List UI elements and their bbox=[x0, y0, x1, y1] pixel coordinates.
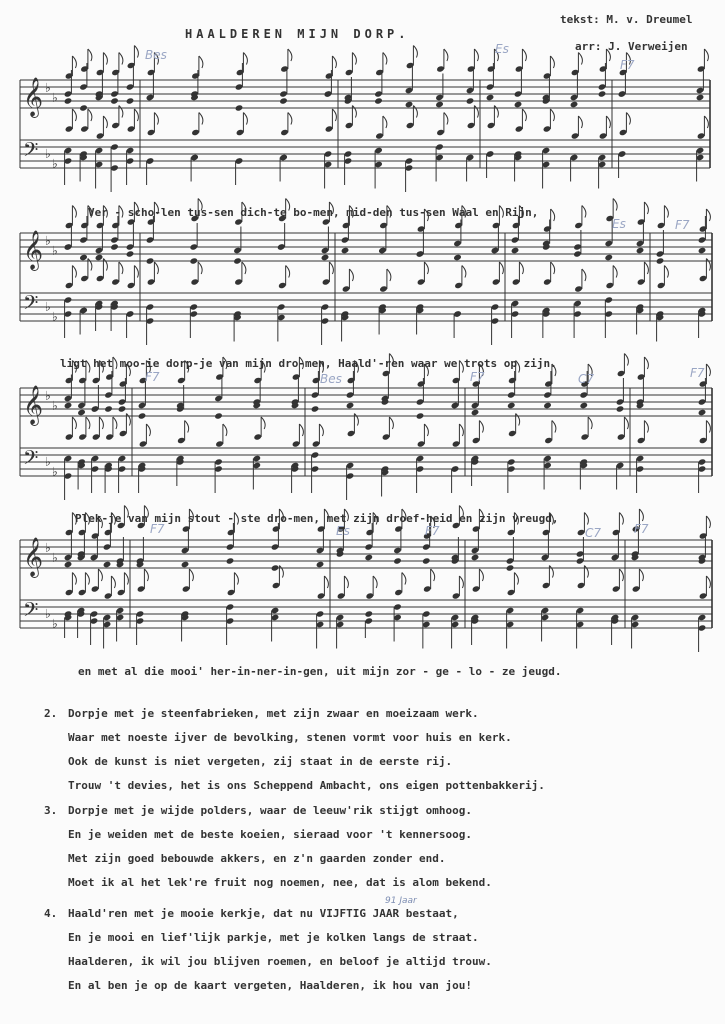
note-flag bbox=[479, 421, 483, 433]
note-flag bbox=[588, 417, 592, 429]
note-flag bbox=[288, 113, 292, 125]
note-flag bbox=[462, 266, 466, 278]
flat-icon: ♭ bbox=[51, 310, 59, 325]
note-flag bbox=[286, 266, 290, 278]
note-head bbox=[146, 257, 155, 264]
note-flag bbox=[516, 414, 520, 426]
note-head bbox=[507, 402, 516, 409]
note-flag bbox=[424, 424, 428, 436]
note-head bbox=[416, 412, 425, 419]
note-head bbox=[77, 409, 86, 416]
flat-icon: ♭ bbox=[51, 244, 59, 259]
note-flag bbox=[332, 56, 336, 68]
note-flag bbox=[85, 573, 89, 585]
note-flag bbox=[261, 417, 265, 429]
note-head bbox=[316, 561, 325, 568]
note-head bbox=[64, 97, 73, 104]
note-head bbox=[226, 557, 235, 564]
note-flag bbox=[389, 417, 393, 429]
verse-line: Met zijn goed bebouwde akkers, en z'n gaarden zonder end. bbox=[68, 852, 446, 865]
chord-annotation: F7 bbox=[620, 58, 635, 72]
note-head bbox=[235, 104, 244, 111]
note-flag bbox=[72, 573, 76, 585]
note-flag bbox=[134, 46, 138, 58]
note-flag bbox=[551, 209, 555, 221]
note-flag bbox=[288, 49, 292, 61]
note-flag bbox=[550, 109, 554, 121]
note-flag bbox=[522, 49, 526, 61]
note-flag bbox=[582, 206, 586, 218]
note-flag bbox=[111, 576, 115, 588]
note-head bbox=[364, 610, 373, 617]
note-flag bbox=[352, 106, 356, 118]
flat-icon: ♭ bbox=[51, 617, 59, 632]
chord-annotation: F7 bbox=[634, 522, 649, 536]
note-head bbox=[138, 412, 147, 419]
note-flag bbox=[626, 113, 630, 125]
note-head bbox=[636, 247, 645, 254]
note-flag bbox=[402, 573, 406, 585]
note-flag bbox=[144, 569, 148, 581]
note-head bbox=[422, 557, 431, 564]
note-flag bbox=[88, 49, 92, 61]
note-head bbox=[604, 254, 613, 261]
note-flag bbox=[704, 116, 708, 128]
note-flag bbox=[349, 269, 353, 281]
handwritten-note: 91 Jaar bbox=[385, 896, 417, 906]
note-flag bbox=[154, 113, 158, 125]
note-head bbox=[466, 97, 475, 104]
note-head bbox=[364, 554, 373, 561]
note-flag bbox=[499, 262, 503, 274]
note-head bbox=[104, 405, 113, 412]
bass-clef-icon: 𝄢 bbox=[23, 138, 39, 166]
note-head bbox=[616, 405, 625, 412]
note-head bbox=[471, 554, 480, 561]
note-flag bbox=[383, 116, 387, 128]
note-flag bbox=[624, 354, 628, 366]
note-flag bbox=[474, 49, 478, 61]
note-head bbox=[435, 101, 444, 108]
note-flag bbox=[344, 576, 348, 588]
note-head bbox=[233, 257, 242, 264]
note-flag bbox=[606, 116, 610, 128]
note-head bbox=[279, 97, 288, 104]
note-head bbox=[698, 247, 707, 254]
note-head bbox=[656, 257, 665, 264]
note-flag bbox=[329, 262, 333, 274]
note-head bbox=[511, 247, 520, 254]
verse-line: Trouw 't devies, het is ons Scheppend Ambacht, ons eigen pottenbakkerij. bbox=[68, 779, 545, 792]
note-flag bbox=[154, 262, 158, 274]
chord-annotation: Bes bbox=[145, 48, 167, 62]
note-head bbox=[189, 257, 198, 264]
note-flag bbox=[706, 209, 710, 221]
bass-clef-icon: 𝄢 bbox=[23, 598, 39, 626]
note-flag bbox=[704, 49, 708, 61]
flat-icon: ♭ bbox=[44, 455, 52, 470]
chord-annotation: F7 bbox=[150, 522, 165, 536]
note-head bbox=[118, 405, 127, 412]
verse-line: En je weiden met de beste koeien, sieraad voor 't kennersoog. bbox=[68, 828, 472, 841]
flat-icon: ♭ bbox=[44, 300, 52, 315]
verse-line: En je mooi en lief'lijk parkje, met je kolken langs de straat. bbox=[68, 931, 479, 944]
note-head bbox=[405, 101, 414, 108]
note-flag bbox=[199, 113, 203, 125]
chorus-lyric-line: Ver - scho-len tus-sen dich-te bo-men, mid-den tus-sen Waal en Rijn, bbox=[88, 206, 539, 219]
note-head bbox=[321, 254, 330, 261]
note-head bbox=[374, 97, 383, 104]
note-flag bbox=[72, 109, 76, 121]
note-flag bbox=[619, 569, 623, 581]
note-flag bbox=[474, 106, 478, 118]
note-head bbox=[126, 250, 135, 257]
note-flag bbox=[113, 417, 117, 429]
note-flag bbox=[99, 417, 103, 429]
verse-line: Dorpje met je steenfabrieken, met zijn zwaar en moeizaam werk. bbox=[68, 707, 479, 720]
chord-annotation: Es bbox=[612, 217, 626, 231]
chorus-lyric-line: en met al die mooi' her-in-ner-in-gen, uit mijn zor - ge - lo - ze jeugd. bbox=[78, 665, 562, 678]
chord-annotation: Es bbox=[336, 524, 350, 538]
note-flag bbox=[706, 576, 710, 588]
note-head bbox=[598, 90, 607, 97]
note-flag bbox=[324, 576, 328, 588]
note-head bbox=[579, 402, 588, 409]
note-flag bbox=[223, 424, 227, 436]
note-head bbox=[346, 402, 355, 409]
note-flag bbox=[373, 576, 377, 588]
note-head bbox=[453, 254, 462, 261]
note-flag bbox=[613, 266, 617, 278]
note-flag bbox=[103, 116, 107, 128]
note-head bbox=[341, 247, 350, 254]
verse-line: Haalderen, ik wil jou blijven roemen, en beloof je altijd trouw. bbox=[68, 955, 492, 968]
note-flag bbox=[522, 109, 526, 121]
note-flag bbox=[103, 259, 107, 271]
note-flag bbox=[578, 116, 582, 128]
arranger-credit: arr: J. Verweijen bbox=[575, 40, 688, 53]
note-flag bbox=[584, 513, 588, 525]
chord-annotation: C7 bbox=[578, 372, 595, 386]
note-flag bbox=[613, 199, 617, 211]
note-flag bbox=[550, 56, 554, 68]
note-flag bbox=[552, 421, 556, 433]
verse-line: Ook de kunst is niet vergeten, zij staat in de eerste rij. bbox=[68, 755, 453, 768]
note-flag bbox=[624, 417, 628, 429]
chord-annotation: F7 bbox=[690, 366, 705, 380]
note-flag bbox=[459, 576, 463, 588]
verse-number: 2. bbox=[44, 707, 58, 720]
note-flag bbox=[644, 357, 648, 369]
note-flag bbox=[72, 56, 76, 68]
note-head bbox=[506, 564, 515, 571]
flat-icon: ♭ bbox=[44, 607, 52, 622]
note-flag bbox=[98, 569, 102, 581]
note-flag bbox=[279, 566, 283, 578]
flat-icon: ♭ bbox=[51, 157, 59, 172]
note-head bbox=[486, 94, 495, 101]
note-flag bbox=[644, 421, 648, 433]
chord-annotation: F7 bbox=[425, 524, 440, 538]
note-flag bbox=[639, 509, 643, 521]
note-head bbox=[103, 561, 112, 568]
note-head bbox=[311, 405, 320, 412]
note-flag bbox=[88, 109, 92, 121]
note-head bbox=[696, 94, 705, 101]
note-flag bbox=[119, 53, 123, 65]
flat-icon: ♭ bbox=[44, 81, 52, 96]
note-flag bbox=[606, 49, 610, 61]
note-flag bbox=[103, 53, 107, 65]
note-flag bbox=[444, 113, 448, 125]
note-flag bbox=[72, 417, 76, 429]
chord-annotation: F7 bbox=[675, 218, 690, 232]
note-flag bbox=[72, 266, 76, 278]
note-flag bbox=[639, 569, 643, 581]
note-head bbox=[471, 409, 480, 416]
flat-icon: ♭ bbox=[51, 399, 59, 414]
note-flag bbox=[514, 573, 518, 585]
note-flag bbox=[119, 106, 123, 118]
note-head bbox=[393, 557, 402, 564]
note-head bbox=[214, 412, 223, 419]
note-head bbox=[64, 561, 73, 568]
note-flag bbox=[319, 424, 323, 436]
note-head bbox=[514, 101, 523, 108]
treble-clef-icon: 𝄞 bbox=[23, 537, 44, 577]
note-flag bbox=[234, 573, 238, 585]
note-flag bbox=[242, 262, 246, 274]
note-flag bbox=[185, 421, 189, 433]
verse-line: Moet ik al het lek're fruit nog noemen, nee, dat is alom bekend. bbox=[68, 876, 492, 889]
bass-clef-icon: 𝄢 bbox=[23, 446, 39, 474]
chord-annotation: Es bbox=[495, 42, 509, 56]
note-flag bbox=[134, 109, 138, 121]
note-flag bbox=[146, 424, 150, 436]
note-flag bbox=[551, 262, 555, 274]
treble-clef-icon: 𝄞 bbox=[23, 230, 44, 270]
verse-number: 4. bbox=[44, 907, 58, 920]
chord-annotation: F7 bbox=[145, 370, 160, 384]
flat-icon: ♭ bbox=[44, 147, 52, 162]
note-head bbox=[95, 254, 104, 261]
note-flag bbox=[413, 46, 417, 58]
note-flag bbox=[494, 106, 498, 118]
note-flag bbox=[387, 269, 391, 281]
note-flag bbox=[549, 566, 553, 578]
note-flag bbox=[86, 417, 90, 429]
chord-annotation: C7 bbox=[585, 526, 602, 540]
note-head bbox=[79, 104, 88, 111]
flat-icon: ♭ bbox=[51, 465, 59, 480]
song-title: HAALDEREN MIJN DORP. bbox=[185, 27, 410, 41]
note-flag bbox=[354, 414, 358, 426]
verse-line: Dorpje met je wijde polders, waar de leeuw'rik stijgt omhoog. bbox=[68, 804, 472, 817]
flat-icon: ♭ bbox=[51, 551, 59, 566]
note-head bbox=[64, 402, 73, 409]
bass-clef-icon: 𝄢 bbox=[23, 291, 39, 319]
verse-line: En al ben je op de kaart vergeten, Haalderen, ik hou van jou! bbox=[68, 979, 472, 992]
note-flag bbox=[431, 569, 435, 581]
note-flag bbox=[644, 202, 648, 214]
lyricist-credit: tekst: M. v. Dreumel bbox=[560, 13, 693, 26]
note-flag bbox=[424, 262, 428, 274]
note-head bbox=[271, 564, 280, 571]
note-head bbox=[570, 101, 579, 108]
note-flag bbox=[332, 109, 336, 121]
note-flag bbox=[706, 421, 710, 433]
note-flag bbox=[519, 262, 523, 274]
note-head bbox=[698, 409, 707, 416]
note-flag bbox=[88, 259, 92, 271]
note-flag bbox=[124, 573, 128, 585]
chord-annotation: Bes bbox=[320, 372, 342, 386]
treble-clef-icon: 𝄞 bbox=[23, 77, 44, 117]
note-flag bbox=[706, 516, 710, 528]
note-flag bbox=[664, 266, 668, 278]
verse-number: 3. bbox=[44, 804, 58, 817]
treble-clef-icon: 𝄞 bbox=[23, 385, 44, 425]
chord-annotation: F7 bbox=[470, 370, 485, 384]
flat-icon: ♭ bbox=[51, 91, 59, 106]
note-flag bbox=[383, 53, 387, 65]
note-flag bbox=[584, 566, 588, 578]
note-flag bbox=[413, 106, 417, 118]
note-flag bbox=[198, 262, 202, 274]
flat-icon: ♭ bbox=[44, 234, 52, 249]
note-flag bbox=[119, 262, 123, 274]
note-flag bbox=[644, 262, 648, 274]
note-flag bbox=[243, 53, 247, 65]
note-flag bbox=[199, 56, 203, 68]
verse-line: Waar met noeste ijver de bevolking, stenen vormt voor huis en kerk. bbox=[68, 731, 512, 744]
note-flag bbox=[664, 206, 668, 218]
note-head bbox=[110, 243, 119, 250]
note-flag bbox=[72, 206, 76, 218]
note-head bbox=[126, 97, 135, 104]
note-flag bbox=[582, 269, 586, 281]
note-head bbox=[79, 254, 88, 261]
note-head bbox=[110, 97, 119, 104]
note-flag bbox=[479, 569, 483, 581]
flat-icon: ♭ bbox=[44, 389, 52, 404]
note-flag bbox=[189, 569, 193, 581]
chorus-lyric-line: Plek-je van mijn stout - ste dro-men, met zijn droef-heid en zijn vreugd, bbox=[75, 512, 559, 525]
note-head bbox=[181, 561, 190, 568]
note-flag bbox=[619, 513, 623, 525]
note-flag bbox=[299, 424, 303, 436]
note-flag bbox=[134, 266, 138, 278]
note-flag bbox=[444, 49, 448, 61]
verse-line: Haald'ren met je mooie kerkje, dat nu VIJFTIG JAAR bestaat, bbox=[68, 907, 459, 920]
note-flag bbox=[459, 424, 463, 436]
note-flag bbox=[706, 364, 710, 376]
note-flag bbox=[578, 53, 582, 65]
chorus-lyric-line: ligt het moo-ie dorp-je van mijn dro-men, Haald'-ren waar we trots op zijn. bbox=[60, 357, 557, 370]
note-flag bbox=[352, 53, 356, 65]
note-flag bbox=[243, 113, 247, 125]
note-head bbox=[543, 402, 552, 409]
flat-icon: ♭ bbox=[44, 541, 52, 556]
note-flag bbox=[126, 414, 130, 426]
note-flag bbox=[706, 259, 710, 271]
